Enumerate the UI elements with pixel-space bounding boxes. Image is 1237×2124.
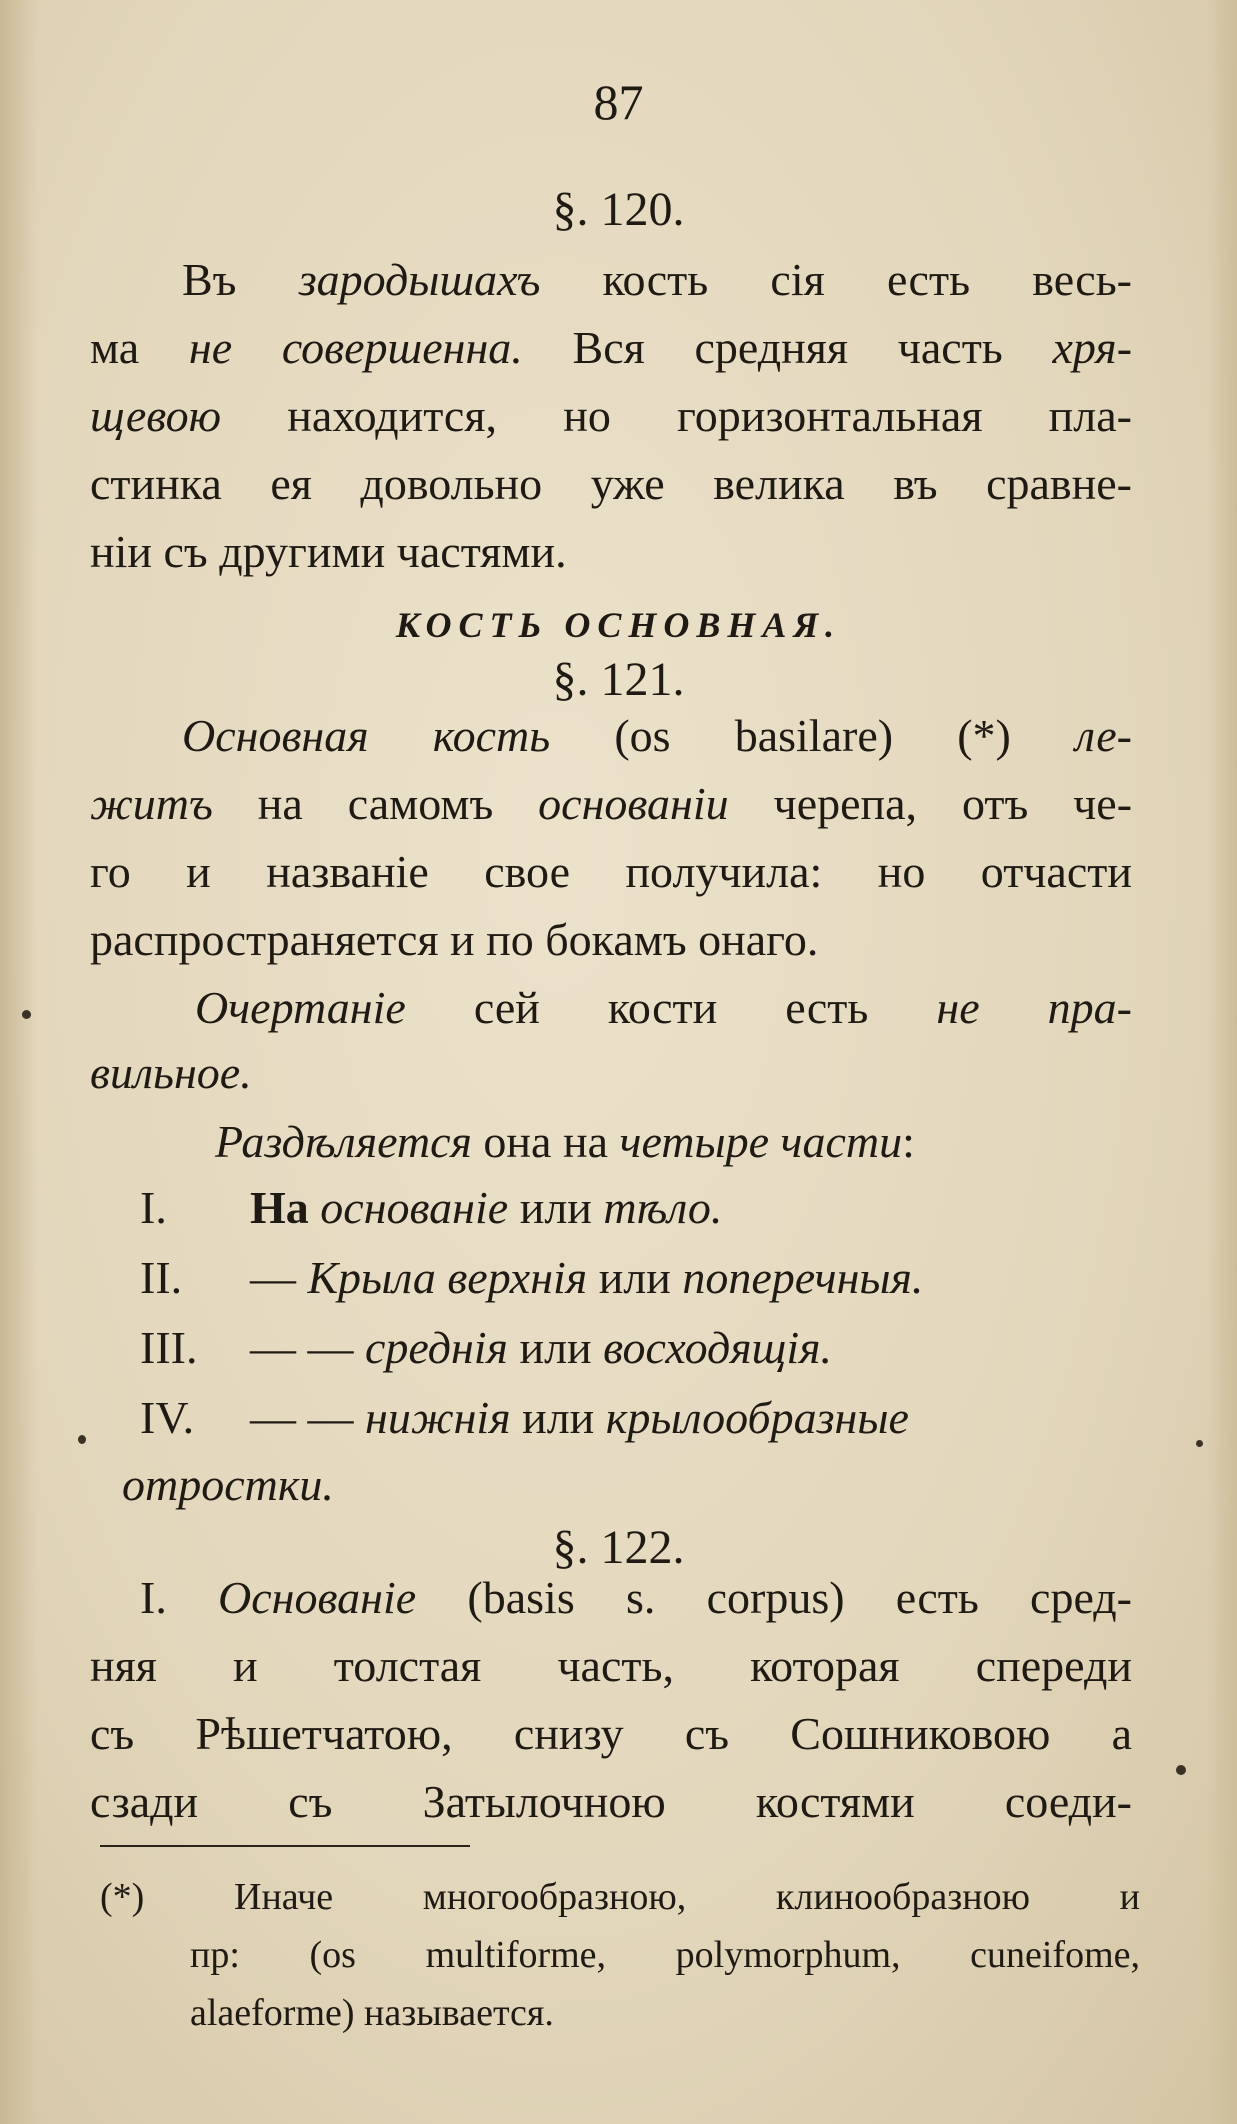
page-edge-shadow-left <box>0 0 38 2124</box>
section-120-number: §. 120. <box>552 183 685 236</box>
para-120-line-2: ма не совершенна. Вся средняя часть хря- <box>90 322 1133 373</box>
ink-speck <box>1196 1440 1203 1447</box>
footnote-line-2: пр: (os multiforme, polymorphum, cuneifome, <box>190 1934 1140 1976</box>
para-120-line-4: стинка ея довольно уже велика въ сравне- <box>90 458 1132 509</box>
page-edge-shadow-right <box>1207 0 1237 2124</box>
part-item-1: I. На основаніе или тѣло. <box>140 1182 723 1233</box>
para-120-line-5: ніи съ другими частями. <box>90 526 567 577</box>
section-121-number: §. 121. <box>552 653 685 706</box>
para-121-line-6: вильное. <box>90 1047 252 1098</box>
para-122-line-3: съ Рѣшетчатою, снизу съ Сошниковою а <box>90 1708 1132 1759</box>
ink-speck <box>1176 1765 1186 1775</box>
para-121-line-2: житъ на самомъ основаніи черепа, отъ че- <box>90 778 1133 829</box>
chapter-heading: КОСТЬ ОСНОВНАЯ. <box>395 605 842 645</box>
para-120-line-3: щевою находится, но горизонтальная пла- <box>90 390 1132 441</box>
ink-speck <box>78 1435 86 1444</box>
page-number: 87 <box>593 74 644 130</box>
part-item-3: III. — — среднія или восходящія. <box>140 1322 833 1373</box>
ink-speck <box>22 1010 31 1019</box>
para-120-line-1: Въ зародышахъ кость сія есть весь- <box>182 254 1132 305</box>
para-122-line-2: няя и толстая часть, которая спереди <box>90 1640 1132 1691</box>
part-item-4: IV. — — нижнія или крылообразные <box>140 1392 909 1443</box>
para-122-line-4: сзади съ Затылочною костями соеди- <box>90 1776 1132 1827</box>
para-121-line-3: го и названіе свое получила: но отчасти <box>90 846 1132 897</box>
footnote-line-1: (*) Иначе многообразною, клинообразною и <box>100 1876 1140 1918</box>
part-item-4-continued: отростки. <box>122 1459 334 1510</box>
para-121-line-1: Основная кость (os basilare) (*) ле- <box>182 710 1132 761</box>
para-121-line-5: Очертаніе сей кости есть не пра- <box>195 982 1132 1033</box>
section-122-number: §. 122. <box>552 1521 685 1574</box>
part-item-2: II. — Крыла верхнія или поперечныя. <box>140 1252 924 1303</box>
footnote-line-3: alaeforme) называется. <box>190 1992 554 2034</box>
para-122-line-1: I. Основаніе (basis s. corpus) есть сред- <box>140 1572 1132 1623</box>
footnote-separator <box>100 1845 470 1847</box>
para-121-line-4: распространяется и по бокамъ онаго. <box>90 914 819 965</box>
para-121-line-7: Раздѣляется она на четыре части: <box>215 1116 915 1167</box>
